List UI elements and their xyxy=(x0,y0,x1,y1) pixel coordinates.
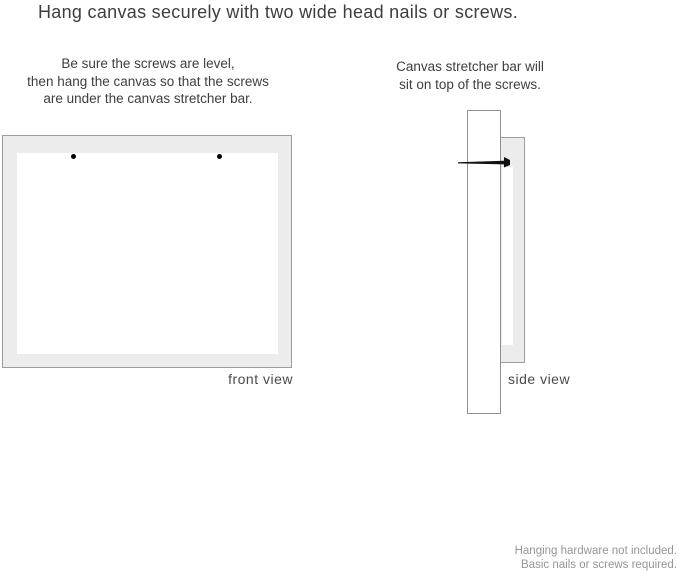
front-view-canvas-frame xyxy=(2,135,292,368)
hardware-footnote xyxy=(515,545,677,572)
nail-icon xyxy=(450,150,520,175)
page-title: Hang canvas securely with two wide head nails or screws. xyxy=(38,2,519,22)
front-instruction-line: are under the canvas stretcher bar. xyxy=(43,91,253,106)
front-view-canvas-inner xyxy=(17,153,278,354)
side-view-canvas-inner xyxy=(502,167,513,345)
screw-dot-left xyxy=(71,154,76,159)
side-instruction-line: sit on top of the screws. xyxy=(399,76,541,92)
footnote-line: Basic nails or screws required. xyxy=(521,558,677,571)
front-instruction-line: then hang the canvas so that the screws xyxy=(27,73,269,89)
side-instructions xyxy=(378,58,562,93)
front-instruction-line: Be sure the screws are level, xyxy=(61,56,235,71)
screw-dot-right xyxy=(217,154,222,159)
front-instructions xyxy=(20,55,276,108)
side-instruction-line: Canvas stretcher bar will xyxy=(396,59,544,74)
footnote-line: Hanging hardware not included. xyxy=(514,545,677,557)
front-view-label: front view xyxy=(228,371,293,387)
side-view-label: side view xyxy=(508,371,571,387)
